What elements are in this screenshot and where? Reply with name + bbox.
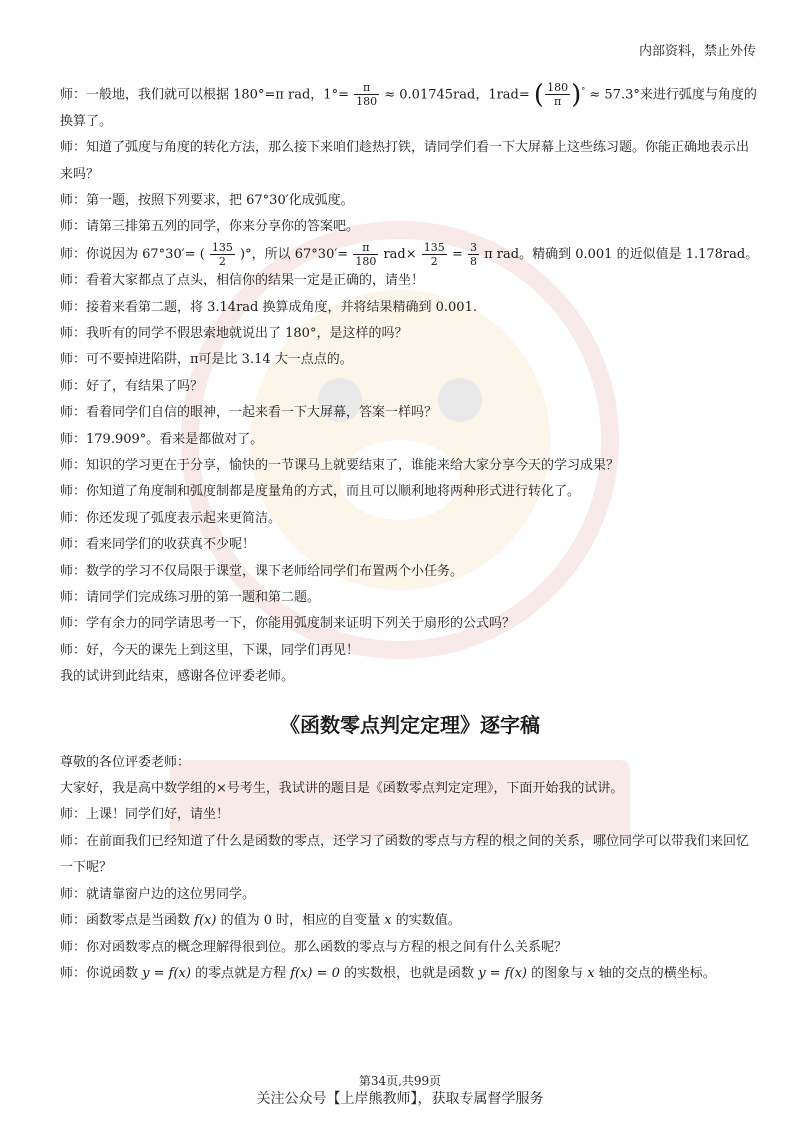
fraction-pi-over-180: $\frac{\pi}{180}$ [356, 81, 378, 109]
document-body [60, 78, 760, 987]
section-title: 《函数零点判定定理》逐字稿 [280, 712, 540, 737]
promo-text: 关注公众号【上岸熊教师】，获取专属督学服务 [256, 1091, 544, 1107]
paragraph: 师：你还发现了弧度表示起来更简洁。 [60, 510, 282, 526]
paragraph-zero-definition: 师：函数零点是当函数 f(x) 的值为 0 时，相应的自变量 x 的实数值。 [60, 913, 461, 929]
paragraph: 师：知道了弧度与角度的转化方法，那么接下来咱们趁热打铁，请同学们看一下大屏幕上这些练习题。你能正确地表示出来吗？ [60, 140, 750, 182]
paragraph: 我的试讲到此结束，感谢各位评委老师。 [60, 669, 295, 685]
paragraph: 师：接着来看第二题，将 3.14rad 换算成角度，并将结果精确到 0.001. [60, 299, 477, 315]
page-number: 第34页,共99页 [358, 1074, 442, 1088]
paragraph-answer-fraction: 师：你说因为 67°30′= ( $\frac{135}{2}$ )°，所以 67°30′= $\frac{\pi}{180}$ rad× $\frac{135}{2}$ = $\frac{3}{8}$ π rad。精确到 0.001 的近似值是 1.178rad。 [60, 240, 759, 268]
paragraph: 师：第一题，按照下列要求，把 67°30′化成弧度。 [60, 192, 354, 208]
confidential-note: 内部资料，禁止外传 [638, 44, 756, 59]
paragraph: 师：请同学们完成练习册的第一题和第二题。 [60, 590, 321, 606]
paragraph-zero-relation: 师：你说函数 y = f(x) 的零点就是方程 f(x) = 0 的实数根，也就是函数 y = f(x) 的图象与 x 轴的交点的横坐标。 [60, 965, 716, 981]
paragraph: 师：好，今天的课先上到这里，下课，同学们再见！ [60, 642, 360, 658]
paragraph: 师：请第三排第五列的同学，你来分享你的答案吧。 [60, 219, 360, 235]
paragraph: 师：你知道了角度制和弧度制都是度量角的方式，而且可以顺利地将两种形式进行转化了。 [60, 484, 581, 500]
paragraph: 师：可不要掉进陷阱，π可是比 3.14 大一点点的。 [60, 352, 353, 368]
paragraph: 师：在前面我们已经知道了什么是函数的零点，还学习了函数的零点与方程的根之间的关系，哪位同学可以带我们来回忆一下呢？ [60, 833, 750, 876]
paragraph: 师：我听有的同学不假思索地就说出了 180°，是这样的吗？ [60, 325, 408, 341]
paragraph: 师：看着大家都点了点头，相信你的结果一定是正确的，请坐！ [60, 273, 425, 289]
fraction-135-over-2: $\frac{135}{2}$ [211, 240, 233, 268]
fraction-pi-over-180: $\frac{\pi}{180}$ [355, 240, 377, 268]
paragraph-conversion-formula: 师：一般地，我们就可以根据 180°=π rad，1°= $\frac{\pi}{180}$ ≈ 0.01745rad，1rad= ( $\frac{180}{\pi}$ )° ≈ 57.3°来进行弧度与角度的换算了。 [60, 79, 757, 129]
paragraph: 师：数学的学习不仅局限于课堂，课下老师给同学们布置两个小任务。 [60, 563, 464, 579]
paragraph: 师：就请靠窗户边的这位男同学。 [60, 886, 256, 902]
paragraph: 师：179.909°。看来是都做对了。 [60, 431, 264, 447]
paragraph: 师：学有余力的同学请思考一下，你能用弧度制来证明下列关于扇形的公式吗？ [60, 616, 516, 632]
paragraph: 师：你对函数零点的概念理解得很到位。那么函数的零点与方程的根之间有什么关系呢？ [60, 939, 568, 955]
paragraph: 大家好，我是高中数学组的×号考生，我试讲的题目是《函数零点判定定理》，下面开始我的试讲。 [60, 781, 624, 797]
paragraph: 师：看着同学们自信的眼神，一起来看一下大屏幕，答案一样吗？ [60, 405, 438, 421]
fraction-180-over-pi: $\frac{180}{\pi}$ [547, 81, 569, 109]
fraction-135-over-2: $\frac{135}{2}$ [423, 240, 445, 268]
paragraph: 师：上课！同学们好，请坐！ [60, 807, 230, 823]
paragraph: 师：知识的学习更在于分享，愉快的一节课马上就要结束了，谁能来给大家分享今天的学习成果？ [60, 458, 620, 474]
paragraph: 师：看来同学们的收获真不少呢！ [60, 537, 256, 553]
fraction-3-over-8: $\frac{3}{8}$ [469, 240, 477, 268]
paragraph: 师：好了，有结果了吗？ [60, 378, 204, 394]
paragraph: 尊敬的各位评委老师： [60, 754, 191, 770]
